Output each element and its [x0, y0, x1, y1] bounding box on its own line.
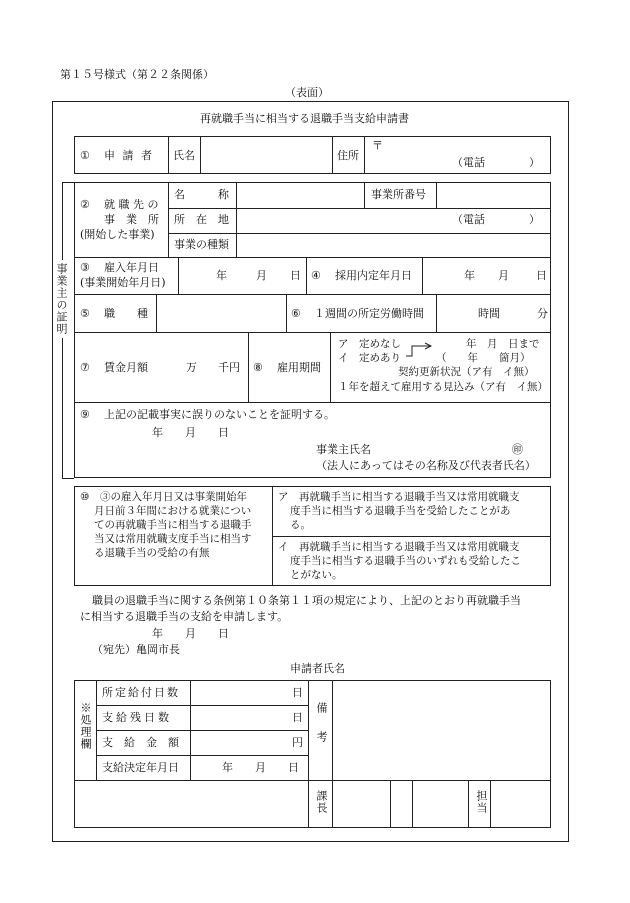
period-num: ⑧ [253, 361, 263, 374]
period-until: 年 月 日まで [466, 338, 540, 350]
work-hours-num: ⑥ [291, 307, 301, 320]
job-type-field[interactable] [158, 297, 284, 330]
application-date: 年 月 日 [152, 627, 229, 640]
corporation-note: （法人にあってはその名称及び代表者氏名） [316, 459, 536, 472]
form-title: 再就職手当に相当する退職手当支給申請書 [200, 112, 409, 125]
job-type-num: ⑤ [80, 307, 90, 320]
payment-amount-label: 支 給 金 額 [102, 736, 179, 749]
office-number-field[interactable] [438, 184, 549, 206]
applicant-phone: （電話 ） [452, 156, 540, 169]
benefit-days-label: 所定給付日数 [102, 686, 180, 699]
job-type-label: 職 種 [104, 307, 148, 320]
option-a-line2: 度手当に相当する退職手当を受給したことがあ [290, 505, 511, 517]
over-one-year-outlook: １年を超えて雇用する見込み（ア有 イ無） [338, 381, 548, 393]
period-option-none: ア 定めなし [338, 338, 401, 350]
applicant-address-field[interactable] [366, 139, 549, 171]
work-hours-minutes: 分 [537, 307, 548, 320]
payment-amount-unit: 円 [292, 736, 303, 749]
employer-label-line2: 事 業 所 [104, 213, 159, 226]
certify-date: 年 月 日 [152, 426, 229, 439]
name-label: 氏名 [173, 149, 195, 162]
certify-text: 上記の記載事実に誤りのないことを証明する。 [104, 408, 335, 421]
certify-num: ⑨ [80, 408, 90, 421]
hire-date-sublabel: (事業開始年月日) [80, 276, 166, 289]
remaining-days-label: 支給残日数 [102, 711, 172, 724]
employer-location-field[interactable] [238, 210, 549, 232]
decision-date-day: 日 [536, 269, 547, 282]
applicant-label: 申 請 者 [104, 149, 154, 162]
benefit-days-unit: 日 [292, 686, 303, 699]
period-months: （ 年 箇月） [436, 352, 531, 364]
option-i-line2: 度手当に相当する退職手当のいずれも受給したこ [290, 555, 521, 567]
seal-mark: ㊞ [512, 443, 523, 456]
office-number-label: 事業所番号 [371, 188, 426, 201]
postal-mark: 〒 [372, 139, 383, 152]
wage-sen-unit: 千円 [218, 361, 240, 374]
prior-receipt-question-4: 当又は常用就職支度手当に相当す [94, 533, 252, 545]
address-label: 住所 [337, 149, 359, 162]
applicant-num: ① [80, 149, 90, 162]
prior-receipt-num: ⑩ [80, 491, 90, 503]
work-hours-label: １週間の所定労働時間 [314, 307, 424, 320]
employer-num: ② [80, 198, 90, 211]
employer-label-line3: (開始した事業) [80, 228, 155, 241]
employer-signature-label: 事業主氏名 [316, 443, 371, 456]
wage-label: 賃金月額 [104, 361, 148, 374]
form-number: 第１５号様式（第２２条関係） [60, 68, 214, 81]
section-chief-label: 課長 [315, 790, 328, 814]
option-a-line3: る。 [290, 519, 311, 531]
work-hours-hours: 時間 [478, 307, 500, 320]
business-type-field[interactable] [238, 235, 549, 256]
employer-name-field[interactable] [238, 184, 362, 206]
decision-date-month: 月 [498, 269, 509, 282]
hire-date-month: 月 [256, 269, 267, 282]
applicant-signature-label: 申請者氏名 [290, 662, 345, 675]
employer-phone: （電話 ） [452, 213, 540, 226]
wage-man-unit: 万 [186, 361, 197, 374]
decision-date-num: ④ [311, 269, 321, 282]
employer-location-label: 所 在 地 [174, 213, 229, 226]
remaining-days-unit: 日 [292, 711, 303, 724]
business-type-label: 事業の種類 [174, 238, 229, 251]
hire-date-year: 年 [216, 269, 227, 282]
decision-date-label: 採用内定年月日 [335, 269, 412, 282]
option-i-line3: とがない。 [290, 569, 343, 581]
wage-num: ⑦ [80, 361, 90, 374]
hire-date-day: 日 [290, 269, 301, 282]
prior-receipt-question-3: ての再就職手当に相当する退職手 [94, 519, 252, 531]
applicant-name-field[interactable] [202, 139, 330, 171]
addressee: （宛先）亀岡市長 [92, 643, 180, 656]
arrow-right-icon [404, 342, 434, 358]
prior-receipt-question-1: ③の雇入年月日又は事業開始年 [100, 491, 247, 503]
processing-label: ※処理欄 [79, 702, 92, 750]
prior-receipt-question-5: る退職手当の受給の有無 [94, 547, 210, 559]
application-line1: 職員の退職手当に関する条例第１０条第１１項の規定により、上記のとおり再就職手当 [92, 594, 521, 607]
hire-date-num: ③ [80, 261, 90, 274]
application-line2: に相当する退職手当の支給を申請します。 [80, 610, 289, 623]
staff-label: 担当 [475, 790, 488, 814]
front-side-label: （表面） [285, 86, 329, 99]
option-a-line1: ア 再就職手当に相当する退職手当又は常用就職支 [278, 491, 520, 503]
decision-date-units: 年 月 日 [222, 761, 299, 774]
period-label: 雇用期間 [277, 361, 321, 374]
decision-date-year: 年 [464, 269, 475, 282]
employer-name-label: 名 称 [174, 188, 229, 201]
employer-label-line1: 就 職 先 の [104, 198, 159, 211]
employer-certification-label: 事業主の証明 [53, 260, 69, 338]
option-i-line1: イ 再就職手当に相当する退職手当又は常用就職支 [278, 541, 520, 553]
decision-date-label-processing: 支給決定年月日 [102, 761, 179, 774]
hire-date-label: 雇入年月日 [104, 261, 159, 274]
contract-renewal-status: 契約更新状況（ア有 イ無） [398, 366, 535, 378]
period-option-fixed: イ 定めあり [338, 352, 401, 364]
remarks-label: 備考 [315, 702, 328, 760]
prior-receipt-question-2: 月日前３年間における就業につい [94, 505, 252, 517]
